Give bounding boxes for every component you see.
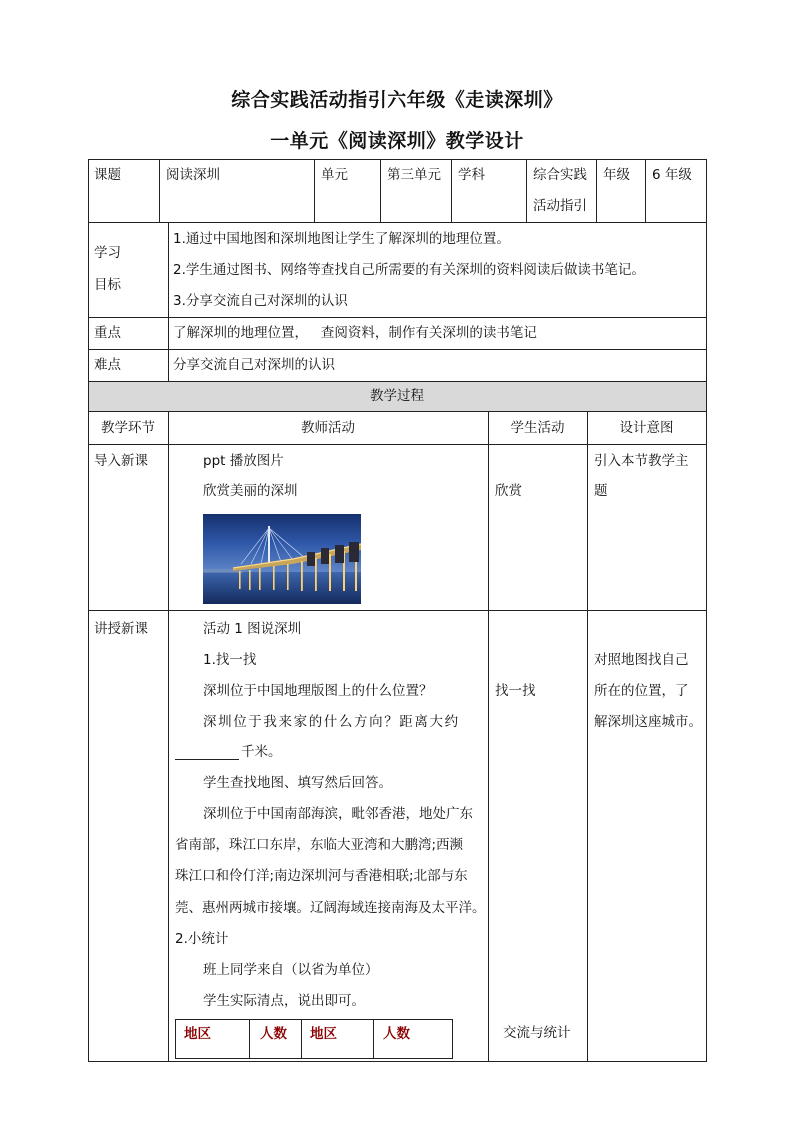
step-1: 1.找一找 [203, 652, 257, 668]
objectives-label-line-1: 学习 [94, 245, 121, 261]
instruction: 学生查找地图、填写然后回答。 [203, 775, 392, 791]
grid-line [526, 159, 527, 222]
distance-blank [175, 746, 239, 760]
grid-line [88, 381, 707, 382]
lesson-intent-line: 解深圳这座城市。 [594, 714, 702, 730]
subject-value-line-2: 活动指引 [533, 198, 587, 214]
grid-line [645, 159, 646, 222]
grid-line [159, 159, 160, 222]
grid-line [168, 222, 169, 381]
grid-line [587, 411, 588, 1061]
grid-line [88, 159, 89, 1062]
grid-line [596, 159, 597, 222]
key-point-label: 重点 [94, 325, 121, 341]
lesson-stage: 讲授新课 [94, 621, 148, 637]
subject-label: 学科 [458, 167, 485, 183]
lesson-intent-line: 所在的位置，了 [594, 683, 689, 699]
unit-value: 第三单元 [387, 167, 441, 183]
topic-value: 阅读深圳 [166, 167, 220, 183]
mini-table-line [373, 1019, 374, 1059]
mini-table-line [175, 1019, 176, 1059]
objectives-label-line-2: 目标 [94, 277, 121, 293]
intro-stage: 导入新课 [94, 453, 148, 469]
intro-teacher-line-1: ppt 播放图片 [203, 453, 284, 469]
key-point-value: 了解深圳的地理位置， 查阅资料，制作有关深圳的读书笔记 [173, 325, 537, 341]
mini-table-header: 人数 [383, 1026, 410, 1042]
grid-line [88, 349, 707, 350]
mini-table-header: 地区 [184, 1026, 211, 1042]
header-intent: 设计意图 [619, 420, 674, 436]
grid-line [314, 159, 315, 222]
grid-line [488, 411, 489, 1061]
grid-line [88, 444, 707, 445]
objective-item: 1.通过中国地图和深圳地图让学生了解深圳的地理位置。 [173, 231, 510, 247]
question-2: 深圳位于我来家的什么方向？距离大约 [203, 714, 460, 730]
step-2: 2.小统计 [175, 931, 229, 947]
unit-label: 单元 [321, 167, 348, 183]
lesson-intent-line: 对照地图找自己 [594, 652, 689, 668]
grid-line [88, 1061, 707, 1062]
difficulty-label: 难点 [94, 357, 121, 373]
answer-line: 莞、惠州两城市接壤。辽阔海域连接南海及太平洋。 [175, 900, 486, 916]
topic-label: 课题 [94, 167, 121, 183]
intro-student: 欣赏 [495, 483, 522, 499]
stat-line-1: 班上同学来自（以省为单位） [203, 962, 379, 978]
mini-table-header: 人数 [260, 1026, 287, 1042]
lesson-student-2: 交流与统计 [503, 1025, 571, 1041]
grid-line [88, 411, 707, 412]
header-teacher: 教师活动 [301, 420, 355, 436]
grid-line [168, 411, 169, 1061]
intro-intent-line-1: 引入本节教学主 [594, 453, 689, 469]
process-band-label: 教学过程 [370, 388, 424, 404]
mini-table-line [301, 1019, 302, 1059]
grade-value: 6 年级 [652, 167, 692, 183]
answer-line: 深圳位于中国南部海滨，毗邻香港，地处广东 [203, 806, 473, 822]
header-student: 学生活动 [510, 420, 565, 436]
grid-line [88, 222, 707, 223]
lesson-student-1: 找一找 [495, 683, 536, 699]
stat-line-2: 学生实际清点，说出即可。 [203, 993, 365, 1009]
document-title-line-2: 一单元《阅读深圳》教学设计 [270, 130, 524, 152]
question-1: 深圳位于中国地理版图上的什么位置？ [203, 683, 433, 699]
header-stage: 教学环节 [101, 420, 155, 436]
distance-unit: 千米。 [241, 744, 282, 760]
grid-line [88, 610, 707, 611]
activity-title: 活动 1 图说深圳 [203, 621, 302, 637]
distance-blank-line [175, 745, 282, 760]
mini-table-line [249, 1019, 250, 1059]
mini-table-line [175, 1058, 453, 1059]
intro-intent-line-2: 题 [594, 483, 608, 499]
shenzhen-bridge-photo [203, 514, 361, 604]
objective-item: 2.学生通过图书、网络等查找自己所需要的有关深圳的资料阅读后做读书笔记。 [173, 262, 645, 278]
mini-table-line [175, 1019, 453, 1020]
grid-line [451, 159, 452, 222]
intro-teacher-line-2: 欣赏美丽的深圳 [203, 483, 298, 499]
mini-table-line [452, 1019, 453, 1059]
mini-table-header: 地区 [310, 1026, 337, 1042]
answer-line: 省南部，珠江口东岸，东临大亚湾和大鹏湾;西濒 [175, 837, 464, 853]
document-title-line-1: 综合实践活动指引六年级《走读深圳》 [231, 89, 563, 111]
answer-line: 珠江口和伶仃洋;南边深圳河与香港相联;北部与东 [175, 868, 468, 884]
grade-label: 年级 [603, 167, 630, 183]
grid-line [706, 159, 707, 1062]
difficulty-value: 分享交流自己对深圳的认识 [173, 357, 335, 373]
grid-line [88, 317, 707, 318]
objective-item: 3.分享交流自己对深圳的认识 [173, 293, 348, 309]
subject-value-line-1: 综合实践 [533, 167, 587, 183]
grid-line [380, 159, 381, 222]
grid-line [88, 159, 707, 160]
